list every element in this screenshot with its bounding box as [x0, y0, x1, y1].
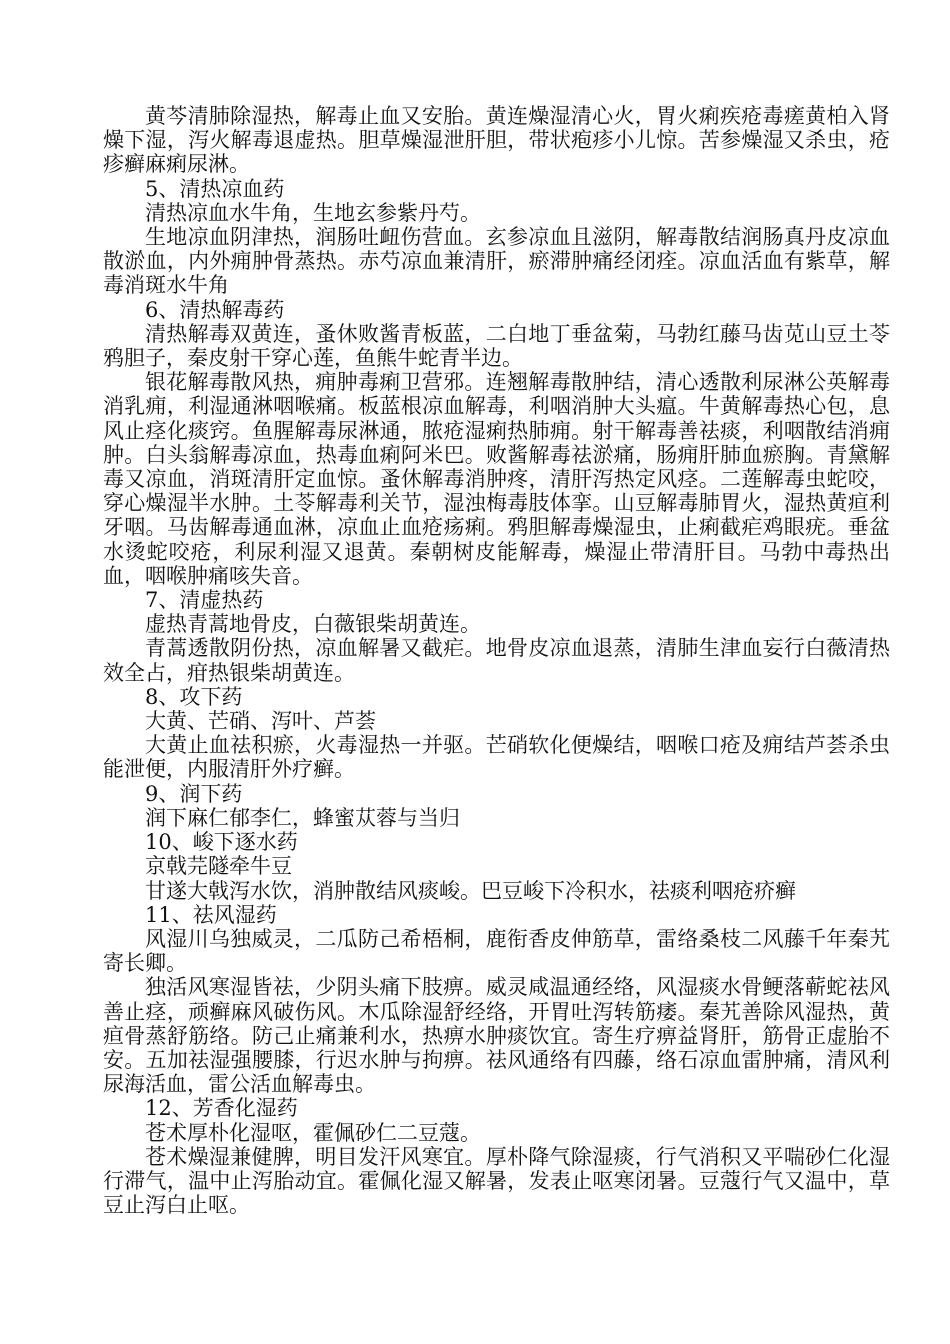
paragraph-shengdi: 生地凉血阴津热，润肠吐衄伤营血。玄参凉血且滋阴，解毒散结润肠真丹皮凉血散淤血，内外痈肿骨蒸热。赤芍凉血兼清肝，瘀滞肿痛经闭痊。凉血活血有紫草，解毒消斑水牛角 — [103, 225, 890, 298]
paragraph-gansui: 甘遂大戟泻水饮，消肿散结风痰峻。巴豆峻下冷积水，祛痰利咽疮疥癣 — [145, 878, 796, 903]
verse-summary-7: 虚热青蒿地骨皮，白薇银柴胡黄连。 — [145, 612, 481, 637]
section-heading-6: 6、清热解毒药 — [145, 297, 285, 322]
paragraph-huangqin: 黄芩清肺除湿热，解毒止血又安胎。黄连燥湿清心火，胃火痢疾疮毒瘥黄柏入肾燥下湿，泻火解毒退虚热。胆草燥湿泄肝胆，带状疱疹小儿惊。苦参燥湿又杀虫，疮疹癣麻痢尿淋。 — [103, 104, 890, 177]
paragraph-dahuang: 大黄止血祛积瘀，火毒湿热一并驱。芒硝软化便燥结，咽喉口疮及痈结芦荟杀虫能泄便，内服清肝外疗癣。 — [103, 733, 890, 782]
verse-summary-10: 京戟芫隧牵牛豆 — [145, 854, 292, 879]
section-heading-5: 5、清热凉血药 — [145, 176, 285, 201]
paragraph-cangzhu: 苍术燥湿兼健脾，明目发汗风寒宜。厚朴降气除湿痰，行气消积又平喘砂仁化湿行滞气，温中止泻胎动宜。霍佩化湿又解暑，发表止呕寒闭暑。豆蔻行气又温中，草豆止泻白止呕。 — [103, 1144, 890, 1218]
paragraph-yinhua: 银花解毒散风热，痈肿毒痢卫营邪。连翘解毒散肿结，清心透散利尿淋公英解毒消乳痈，利湿通淋咽喉痛。板蓝根凉血解毒，利咽消肿大头瘟。牛黄解毒热心包，息风止痉化痰窍。鱼腥解毒尿淋通，脓疮湿痢热肺痈。射干解毒善祛痰，利咽散结消痈肿。白头翁解毒凉血，热毒血痢阿米巴。败酱解毒祛淤痛，肠痈肝肺血瘀胸。青黛解毒又凉血，消斑清肝定血惊。蚤休解毒消肿疼，清肝泻热定风痉。二莲解毒虫蛇咬，穿心燥湿半水肿。土苓解毒利关节，湿浊梅毒肢体挛。山豆解毒肺胃火，湿热黄疸利牙咽。马齿解毒通血淋，凉血止血疮疡痢。鸦胆解毒燥湿虫，止痢截疟鸡眼疣。垂盆水烫蛇咬疮，利尿利湿又退黄。秦朝树皮能解毒，燥湿止带清肝目。马勃中毒热出血，咽喉肿痛咳失音。 — [103, 370, 890, 588]
verse-summary-8: 大黄、芒硝、泻叶、芦荟 — [145, 709, 376, 734]
section-heading-8: 8、攻下药 — [145, 684, 243, 709]
verse-summary-9: 润下麻仁郁李仁，蜂蜜苁蓉与当归 — [145, 805, 460, 830]
verse-summary-11: 风湿川乌独威灵，二瓜防己希梧桐，鹿衔香皮伸筋草，雷络桑枝二风藤千年秦艽寄长卿。 — [103, 926, 890, 976]
verse-summary-12: 苍术厚朴化湿呕，霍佩砂仁二豆蔻。 — [145, 1120, 481, 1145]
section-heading-9: 9、润下药 — [145, 781, 243, 806]
paragraph-qinghao: 青蒿透散阴份热，凉血解暑又截疟。地骨皮凉血退蒸，清肺生津血妄行白薇清热效全占，疳热银柴胡黄连。 — [103, 636, 890, 685]
section-heading-10: 10、峻下逐水药 — [145, 830, 298, 855]
paragraph-duhuo: 独活风寒湿皆祛，少阴头痛下肢痹。威灵咸温通经络，风湿痰水骨鲠落蕲蛇祛风善止痉，顽癣麻风破伤风。木瓜除湿舒经络，开胃吐泻转筋痿。秦艽善除风湿热，黄疸骨蒸舒筋络。防己止痛兼利水，热痹水肿痰饮宜。寄生疗痹益肾肝，筋骨正虚胎不安。五加祛湿强腰膝，行迟水肿与拘痹。祛风通络有四藤，络石凉血雷肿痛，清风利尿海活血，雷公活血解毒虫。 — [103, 975, 890, 1097]
verse-summary-6: 清热解毒双黄连，蚤休败酱青板蓝，二白地丁垂盆菊，马勃红藤马齿苋山豆土苓鸦胆子，秦皮射干穿心莲，鱼熊牛蛇青半边。 — [103, 321, 890, 371]
section-heading-11: 11、祛风湿药 — [145, 902, 277, 927]
verse-summary-5: 清热凉血水牛角，生地玄参紫丹芍。 — [145, 200, 481, 225]
section-heading-12: 12、芳香化湿药 — [145, 1096, 298, 1121]
section-heading-7: 7、清虚热药 — [145, 588, 264, 613]
